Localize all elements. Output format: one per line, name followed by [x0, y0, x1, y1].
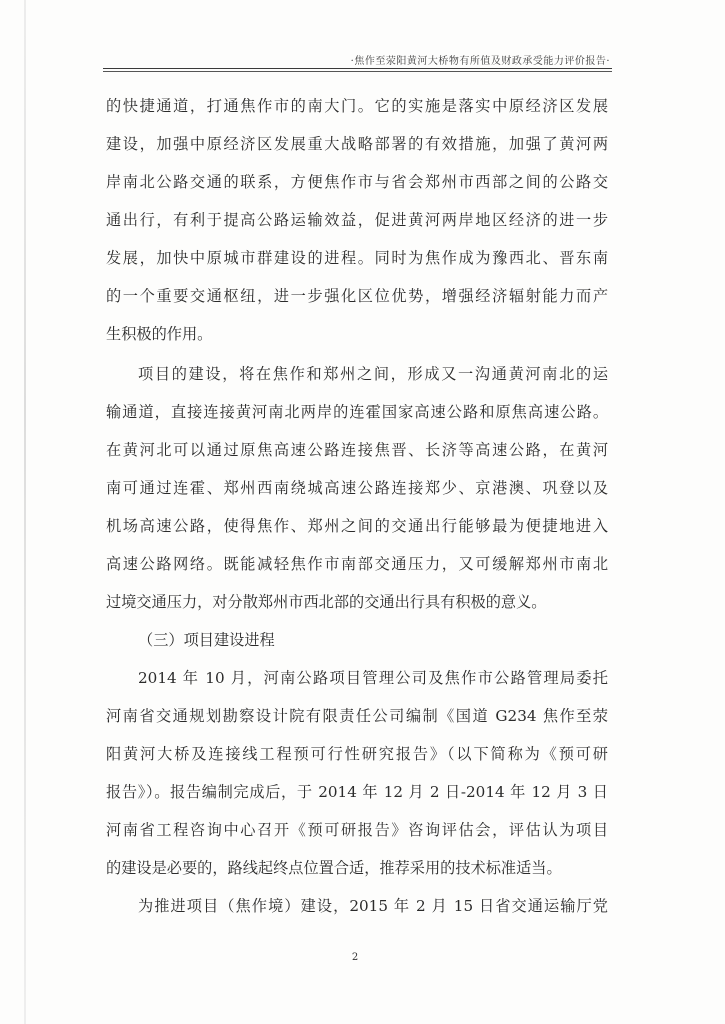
- paragraph-line: 过境交通压力，对分散郑州市西北部的交通出行具有积极的意义。: [106, 593, 547, 611]
- paragraph-line: 南可通过连霍、郑州西南绕城高速公路连接郑少、京港澳、巩登以及: [106, 479, 608, 497]
- paragraph-line: 高速公路网络。既能减轻焦作市南部交通压力，又可缓解郑州市南北: [106, 555, 608, 573]
- running-header: ·焦作至荥阳黄河大桥物有所值及财政承受能力评价报告·: [350, 56, 610, 67]
- paragraph-line: 2014 年 10 月，河南公路项目管理公司及焦作市公路管理局委托: [138, 669, 608, 687]
- paragraph-line: 的建设是必要的，路线起终点位置合适，推荐采用的技术标准适当。: [106, 859, 562, 877]
- paragraph-line: 岸南北公路交通的联系，方便焦作市与省会郑州市西部之间的公路交: [106, 173, 608, 191]
- scan-edge-shadow: [24, 0, 26, 1024]
- paragraph-line: 通出行，有利于提高公路运输效益，促进黄河两岸地区经济的进一步: [106, 211, 608, 229]
- paragraph-line: 生积极的作用。: [106, 325, 213, 343]
- header-rule-thin: [103, 71, 612, 72]
- paragraph-line: 建设，加强中原经济区发展重大战略部署的有效措施，加强了黄河两: [106, 135, 608, 153]
- paragraph-line: 在黄河北可以通过原焦高速公路连接焦晋、长济等高速公路，在黄河: [106, 441, 608, 459]
- paragraph-line: 阳黄河大桥及连接线工程预可行性研究报告》（以下简称为《预可研: [106, 745, 608, 763]
- paragraph-line: 河南省交通规划勘察设计院有限责任公司编制《国道 G234 焦作至荥: [106, 707, 608, 725]
- paragraph-line: 输通道，直接连接黄河南北两岸的连霍国家高速公路和原焦高速公路。: [106, 403, 608, 421]
- paragraph-line: 的快捷通道，打通焦作市的南大门。它的实施是落实中原经济区发展: [106, 97, 608, 115]
- paragraph-line: 发展，加快中原城市群建设的进程。同时为焦作成为豫西北、晋东南: [106, 249, 608, 267]
- paragraph-line: 河南省工程咨询中心召开《预可研报告》咨询评估会，评估认为项目: [106, 821, 608, 839]
- paragraph-line: 机场高速公路，使得焦作、郑州之间的交通出行能够最为便捷地进入: [106, 517, 608, 535]
- paragraph-line: 报告》）。报告编制完成后，于 2014 年 12 月 2 日-2014 年 12 月 3 日: [106, 783, 608, 801]
- page-number: 2: [351, 952, 359, 963]
- paragraph-line: 为推进项目（焦作境）建设，2015 年 2 月 15 日省交通运输厅党: [138, 897, 608, 915]
- paragraph-line: 项目的建设，将在焦作和郑州之间，形成又一沟通黄河南北的运: [138, 365, 608, 383]
- paragraph-line: 的一个重要交通枢纽，进一步强化区位优势，增强经济辐射能力而产: [106, 287, 608, 305]
- section-heading: （三）项目建设进程: [138, 631, 275, 649]
- header-rule: [103, 68, 612, 69]
